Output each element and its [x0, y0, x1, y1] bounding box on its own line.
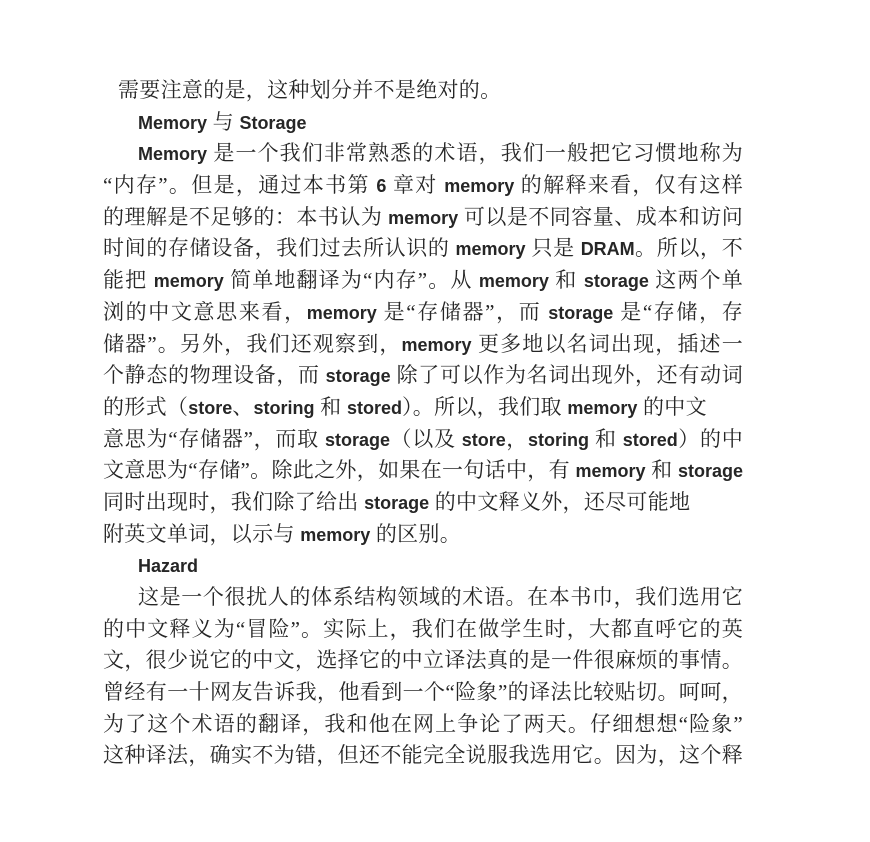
chinese-text: “内存”。但是，通过本书第 — [103, 173, 377, 198]
english-term: storage — [324, 429, 390, 450]
chinese-text: 是一个我们非常熟悉的术语，我们一般把它习惯地称为 — [207, 141, 743, 166]
chinese-text: 的理解是不足够的：本书认为 — [103, 204, 389, 229]
english-term: memory — [401, 334, 472, 355]
chinese-text: 文意思为“存储”。除此之外，如果在一句话中，有 — [103, 458, 576, 483]
chinese-text: （以及 — [389, 426, 462, 451]
chinese-text: 附英文单词，以示与 — [103, 521, 301, 546]
chinese-text: 这是一个很扰人的体系结构领域的术语。在本书巾，我们选用它 — [138, 585, 743, 609]
text-line — [103, 329, 743, 361]
english-term: storing — [527, 429, 589, 450]
text-line — [103, 487, 743, 519]
english-term: memory — [575, 461, 646, 482]
english-term: storage — [364, 492, 430, 513]
chinese-text: 的中文 — [637, 394, 707, 419]
heading-hazard — [103, 550, 743, 582]
chinese-text: ）。所以，我们取 — [401, 394, 568, 419]
chinese-text: 是“存储，存 — [613, 299, 744, 324]
chinese-text: 与 — [207, 109, 240, 134]
chinese-text: 储器”。另外，我们还观察到， — [103, 331, 402, 356]
chinese-text: 的解释来看，仅有这样 — [514, 173, 743, 198]
chinese-text: 曾经有一十网友告诉我，他看到一个“险象”的译法比较贴切。呵呵， — [103, 680, 743, 705]
text-line — [103, 582, 743, 614]
chinese-text: 的形式（ — [103, 394, 189, 419]
chinese-text: 除了可以作为名词出现外，还有动词 — [390, 363, 743, 388]
english-term: storage — [583, 271, 649, 292]
text-line — [103, 740, 743, 772]
text-line — [103, 170, 743, 202]
text-line — [103, 614, 743, 646]
english-term: memory — [444, 176, 515, 197]
english-term: DRAM — [580, 239, 635, 260]
chinese-text: 、 — [232, 394, 254, 419]
paragraph-end-line — [103, 75, 743, 107]
chinese-text: 和 — [548, 268, 584, 293]
english-term: memory — [455, 239, 526, 260]
chinese-text: 和 — [314, 394, 347, 419]
english-term: Storage — [239, 112, 307, 133]
english-term: Memory — [138, 144, 208, 165]
text-line — [103, 424, 743, 456]
english-term: memory — [306, 302, 377, 323]
english-term: Memory — [138, 112, 208, 133]
english-term: store — [188, 397, 233, 418]
heading-memory-storage — [103, 107, 743, 139]
english-term: 6 — [376, 176, 387, 197]
chinese-text: 需要注意的是，这种划分并不是绝对的。 — [118, 78, 502, 102]
document-page — [103, 75, 743, 772]
text-line — [103, 297, 743, 329]
english-term: memory — [567, 397, 638, 418]
english-term: memory — [153, 271, 224, 292]
chinese-text: 和 — [588, 426, 623, 451]
chinese-text: ， — [505, 426, 528, 451]
text-line — [103, 392, 743, 424]
english-term: storage — [548, 302, 614, 323]
chinese-text: 文，很少说它的中文，选择它的中立译法真的是一件很麻烦的事情。 — [103, 648, 743, 673]
chinese-text: 只是 — [525, 236, 581, 261]
english-term: storage — [677, 461, 743, 482]
chinese-text: 章对 — [386, 173, 445, 198]
chinese-text: 简单地翻译为“内存”。从 — [223, 268, 479, 293]
chinese-text: 是“存储器”，而 — [376, 299, 549, 324]
text-line — [103, 677, 743, 709]
chinese-text: 和 — [645, 458, 678, 483]
text-line — [103, 360, 743, 392]
english-term: store — [461, 429, 506, 450]
chinese-text: 这种译法，确实不为错，但还不能完全说服我选用它。因为，这个释 — [103, 743, 743, 768]
chinese-text: 。所以，不 — [634, 236, 743, 261]
text-line — [103, 645, 743, 677]
english-term: memory — [388, 207, 459, 228]
chinese-text: 更多地以名词出现，插述一 — [471, 331, 743, 356]
chinese-text: ）的中 — [677, 426, 743, 451]
english-term: memory — [478, 271, 549, 292]
text-line — [103, 455, 743, 487]
text-line — [103, 202, 743, 234]
text-line — [103, 138, 743, 170]
chinese-text: 能把 — [103, 268, 154, 293]
english-term: Hazard — [138, 556, 199, 577]
text-line — [103, 709, 743, 741]
chinese-text: 为了这个术语的翻译，我和他在网上争论了两天。仔细想想“险象” — [103, 711, 743, 736]
text-line — [103, 233, 743, 265]
chinese-text: 意思为“存储器”，而取 — [103, 426, 325, 451]
chinese-text: 的区别。 — [370, 521, 462, 546]
english-term: memory — [300, 524, 371, 545]
text-line — [103, 265, 743, 297]
chinese-text: 同时出现时，我们除了给出 — [103, 489, 365, 514]
english-term: storing — [253, 397, 315, 418]
english-term: stored — [622, 429, 678, 450]
chinese-text: 这两个单 — [648, 268, 743, 293]
english-term: storage — [325, 366, 391, 387]
english-term: stored — [346, 397, 402, 418]
chinese-text: 的中文释义外，还尽可能地 — [429, 489, 691, 514]
chinese-text: 可以是不同容量、成本和访问 — [458, 204, 743, 229]
chinese-text: 时间的存储设备，我们过去所认识的 — [103, 236, 456, 261]
chinese-text: 个静态的物理设备，而 — [103, 363, 326, 388]
chinese-text: 的中文释义为“冒险”。实际上，我们在做学生时，大都直呼它的英 — [103, 616, 743, 641]
chinese-text: 浏的中文意思来看， — [103, 299, 307, 324]
text-line — [103, 519, 743, 551]
